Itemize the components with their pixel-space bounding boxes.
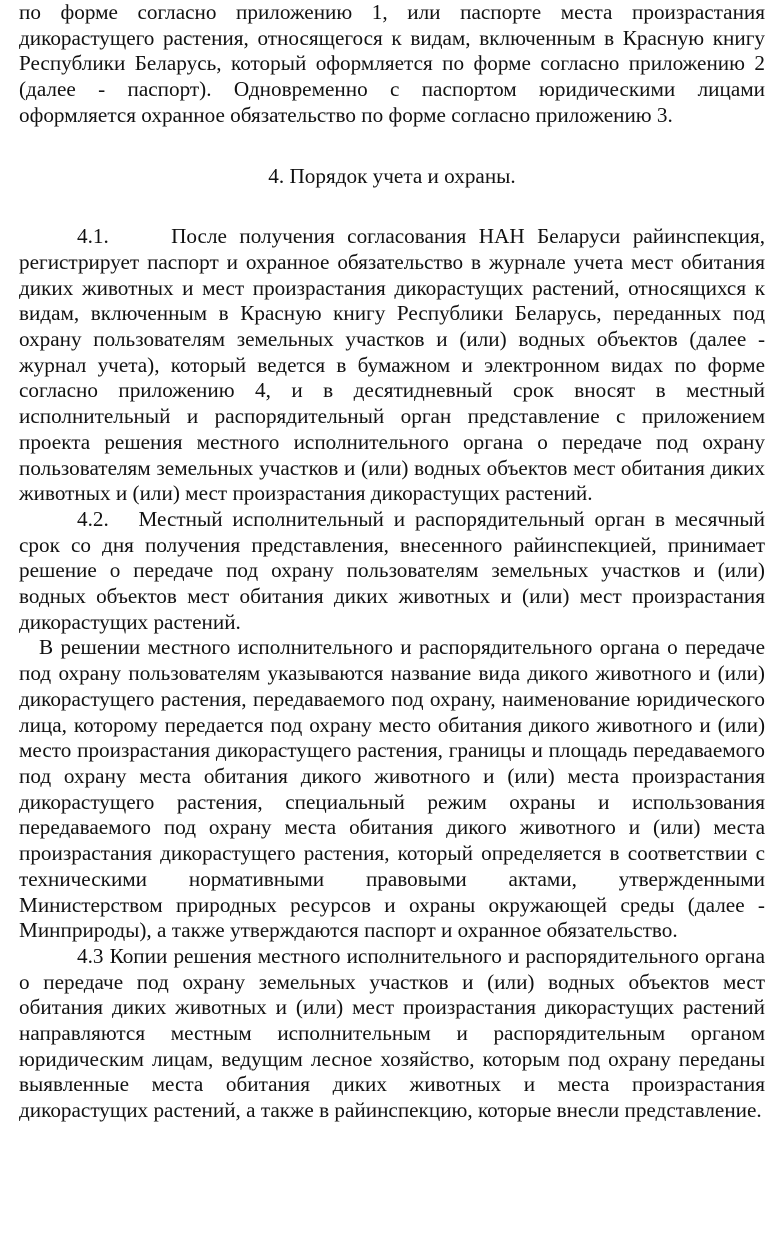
document-page	[19, 0, 765, 1124]
paragraph-4-1: 4.1. После получения согласования НАН Беларуси райинспекция, регистрирует паспорт и охранное обязательство в журнале учета мест обитания диких животных и мест произрастания дикорастущих растений, относящихся к видам, включенным в Красную книгу Республики Беларусь, переданных под охрану пользователям земельных участков и (или) водных объектов (далее - журнал учета), который ведется в бумажном и электронном видах по форме согласно приложению 4, и в десятидневный срок вносят в местный исполнительный и распорядительный орган представление с приложением проекта решения местного исполнительного органа о передаче под охрану пользователям земельных участков и (или) водных объектов мест обитания диких животных и (или) мест произрастания дикорастущих растений.	[19, 224, 765, 506]
paragraph-4-3: 4.3 Копии решения местного исполнительного и распорядительного органа о передаче под охрану земельных участков и (или) водных объектов мест обитания диких животных и (или) мест произрастания дикорастущих растений направляются местным исполнительным и распорядительным органом юридическим лицам, ведущим лесное хозяйство, которым под охрану переданы выявленные места обитания диких животных и места произрастания дикорастущих растений, а также в райинспекцию, которые внесли представление.	[19, 943, 765, 1123]
paragraph-decision-details: В решении местного исполнительного и распорядительного органа о передаче под охрану пользователям указываются название вида дикого животного и (или) дикорастущего растения, передаваемого под охрану, наименование юридического лица, которому передается под охрану место обитания дикого животного и (или) место произрастания дикорастущего растения, границы и площадь передаваемого под охрану места обитания дикого животного и (или) места произрастания дикорастущего растения, специальный режим охраны и использования передаваемого под охрану места обитания дикого животного и (или) места произрастания дикорастущего растения, который определяется в соответствии с техническими нормативными правовыми актами, утвержденными Министерством природных ресурсов и охраны окружающей среды (далее - Минприроды), а также утверждаются паспорт и охранное обязательство.	[19, 635, 765, 943]
section-heading: 4. Порядок учета и охраны.	[268, 163, 516, 188]
paragraph-4-2: 4.2. Местный исполнительный и распорядительный орган в месячный срок со дня получения представления, внесенного райинспекцией, принимает решение о передаче под охрану пользователям земельных участков и (или) водных объектов мест обитания диких животных и (или) мест произрастания дикорастущих растений.	[19, 506, 765, 634]
intro-paragraph: по форме согласно приложению 1, или паспорте места произрастания дикорастущего растения, относящегося к видам, включенным в Красную книгу Республики Беларусь, который оформляется по форме согласно приложению 2 (далее - паспорт). Одновременно с паспортом юридическими лицами оформляется охранное обязательство по форме согласно приложению 3.	[19, 0, 765, 127]
